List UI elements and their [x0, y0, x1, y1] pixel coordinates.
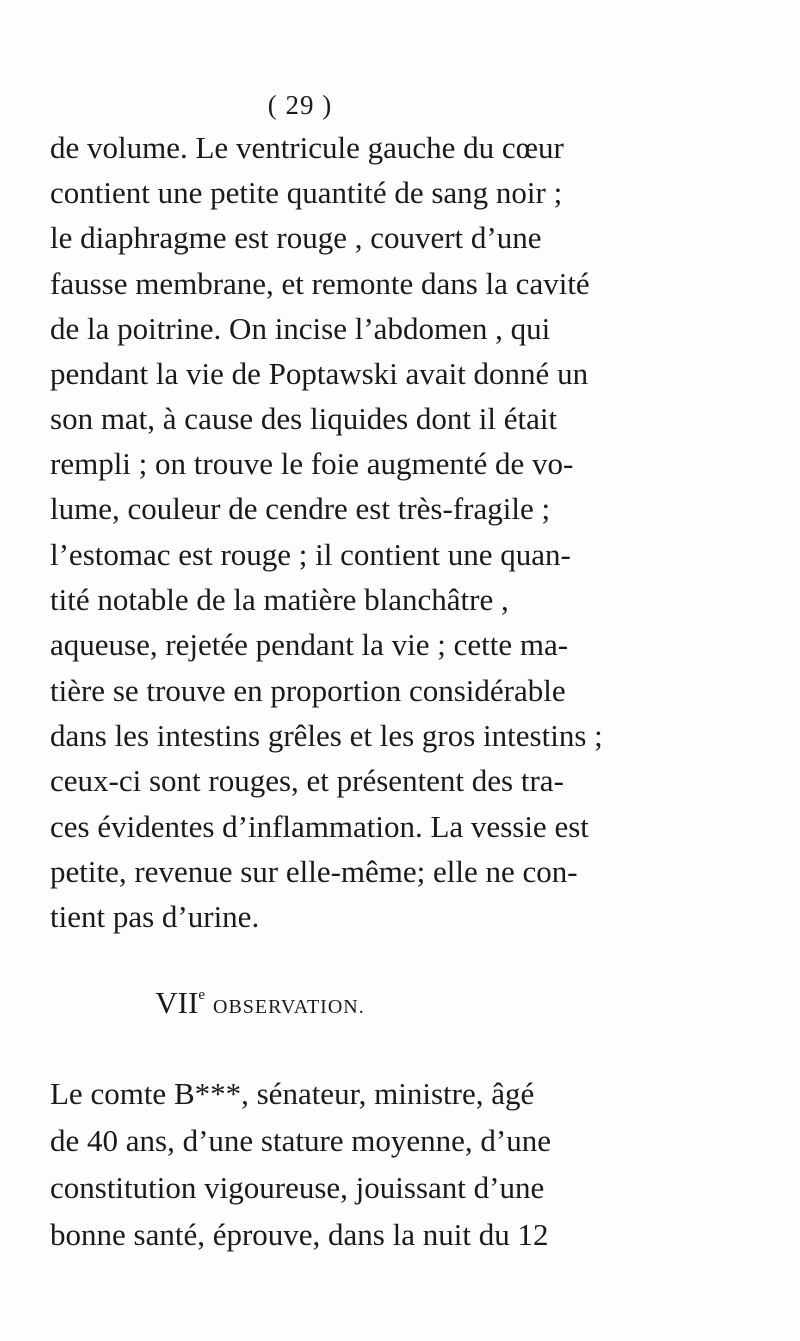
text-line: petite, revenue sur elle-même; elle ne con-: [50, 854, 578, 889]
text-line: ces évidentes d’inflammation. La vessie est: [50, 809, 589, 844]
text-line: tient pas d’urine.: [50, 899, 260, 934]
text-line: dans les intestins grêles et les gros intestins ;: [50, 718, 603, 753]
page-number: ( 29 ): [267, 90, 333, 120]
text-line: bonne santé, éprouve, dans la nuit du 12: [50, 1217, 549, 1252]
text-line: tière se trouve en proportion considérable: [50, 673, 566, 708]
section-heading: [0, 985, 660, 1021]
text-line: le diaphragme est rouge , couvert d’une: [50, 220, 542, 255]
heading-superscript: e: [198, 987, 205, 1003]
text-line: de 40 ans, d’une stature moyenne, d’une: [50, 1123, 552, 1158]
heading-title: OBSERVATION.: [213, 996, 365, 1018]
text-line: rempli ; on trouve le foie augmenté de vo-: [50, 446, 574, 481]
text-line: son mat, à cause des liquides dont il était: [50, 401, 558, 436]
text-line: tité notable de la matière blanchâtre ,: [50, 582, 509, 617]
text-line: l’estomac est rouge ; il contient une quan-: [50, 537, 571, 572]
text-line: contient une petite quantité de sang noir ;: [50, 175, 563, 210]
text-line: ceux-ci sont rouges, et présentent des tra-: [50, 763, 564, 798]
text-line: aqueuse, rejetée pendant la vie ; cette ma-: [50, 627, 569, 662]
heading-numeral: VII: [155, 985, 199, 1020]
text-line: de volume. Le ventricule gauche du cœur: [50, 130, 564, 165]
text-line: pendant la vie de Poptawski avait donné un: [50, 356, 589, 391]
text-line: lume, couleur de cendre est très-fragile ;: [50, 491, 551, 526]
text-line: constitution vigoureuse, jouissant d’une: [50, 1170, 545, 1205]
text-line: Le comte B***, sénateur, ministre, âgé: [50, 1076, 535, 1111]
text-line: fausse membrane, et remonte dans la cavité: [50, 266, 590, 301]
text-line: de la poitrine. On incise l’abdomen , qui: [50, 311, 551, 346]
